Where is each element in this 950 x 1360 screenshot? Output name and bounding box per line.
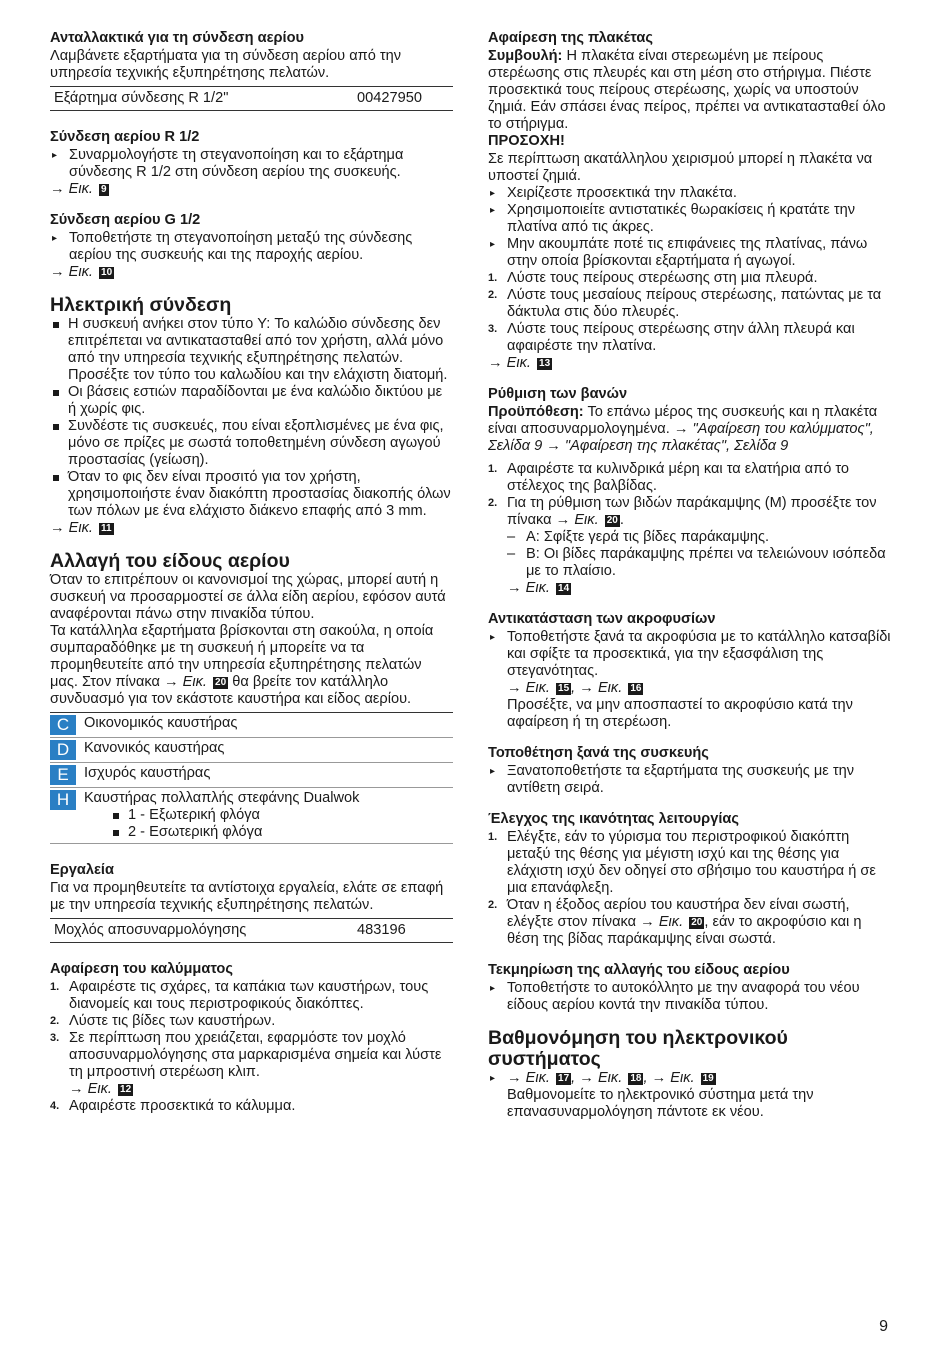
r12-heading: Σύνδεση αερίου R 1/2	[50, 129, 200, 145]
list-item: ▸ Τοποθετήστε ξανά τα ακροφύσια με το κατάλληλο κατσαβίδι και σφίξτε τα προσεκτικά, για την εξασφάλιση της στεγανότητας. → Εικ. 15 , → Εικ. 16 Προσέξτε, να μην αποσπαστεί το ακροφύσιο κατά την αφαίρεση ή τη στερέωση.	[488, 629, 893, 731]
list-item	[488, 1070, 893, 1121]
arrow-right-icon: →	[507, 580, 522, 596]
arrow-right-icon: →	[50, 181, 65, 197]
list-item: 1 - Εξωτερική φλόγα	[110, 807, 453, 824]
list-item: 2. Για τη ρύθμιση των βιδών παράκαμψης (M) προσέξτε τον πίνακα → Εικ. 20 .	[488, 495, 877, 528]
list-item: ▸ Τοποθετήστε το αυτοκόλλητο με την αναφορά του νέου είδους αερίου κοντά την πινακίδα τύπου.	[488, 980, 893, 1014]
spare-parts-text: Λαμβάνετε εξαρτήματα για τη σύνδεση αερίου από την υπηρεσία τεχνικής εξυπηρέτησης πελατών.	[50, 48, 402, 81]
part-name: Εξάρτημα σύνδεσης R 1/2"	[50, 87, 353, 111]
nozzles-heading: Αντικατάσταση των ακροφυσίων	[488, 611, 716, 627]
figure-reference: → Εικ. 10	[50, 264, 113, 280]
figure-reference: → Εικ. 12	[69, 1081, 132, 1097]
arrow-right-icon: →	[507, 680, 522, 696]
doc-heading: Τεκμηρίωση της αλλαγής του είδους αερίου	[488, 962, 790, 978]
check-steps	[488, 829, 893, 948]
plate-steps	[488, 270, 893, 355]
plate-bullets	[488, 185, 893, 270]
burner-name: Ισχυρός καυστήρας	[84, 763, 453, 788]
figure-reference: → Εικ. 13	[488, 355, 551, 371]
list-item: ▸ Συναρμολογήστε τη στεγανοποίηση και το εξάρτημα σύνδεσης R 1/2 στη σύνδεση αερίου της συσκευής.	[50, 147, 453, 181]
list-item: ▸ Χρησιμοποιείτε αντιστατικές θωρακίσεις ή κρατάτε την πλατίνα από τις άκρες.	[488, 202, 893, 236]
arrow-right-icon: →	[488, 355, 503, 371]
calibration-text: Βαθμονομείτε το ηλεκτρονικό σύστημα μετά την επανασυναρμολόγηση πάντοτε εκ νέου.	[507, 1087, 814, 1120]
list-item: 1. Ελέγξτε, εάν το γύρισμα του περιστροφικού διακόπτη μεταξύ της θέσης για μέγιστη ισχύ και της θέσης για ελάχιστη ισχύ δεν οδηγεί στο σβήσιμο του καυστήρα ή σε μια επανάφλεξη.	[488, 829, 876, 896]
right-column	[488, 30, 893, 1121]
list-item: Οι βάσεις εστιών παραδίδονται με ένα καλώδιο δικτύου με ή χωρίς φις.	[50, 384, 453, 418]
refit-heading: Τοποθέτηση ξανά της συσκευής	[488, 745, 709, 761]
list-item: 2 - Εσωτερική φλόγα	[110, 824, 453, 841]
flame-list	[84, 807, 453, 841]
g12-heading: Σύνδεση αερίου G 1/2	[50, 212, 201, 228]
list-item: 4. Αφαιρέστε προσεκτικά το κάλυμμα.	[50, 1098, 296, 1114]
burner-letter: E	[50, 765, 76, 785]
arrow-right-icon: →	[507, 1070, 522, 1086]
table-row	[50, 87, 453, 111]
arrow-right-icon: →	[579, 1070, 594, 1086]
part-number: 00427950	[353, 87, 453, 111]
burner-name: Κανονικός καυστήρας	[84, 738, 453, 763]
list-item: ▸ Χειρίζεστε προσεκτικά την πλακέτα.	[488, 185, 893, 202]
tool-name: Μοχλός αποσυναρμολόγησης	[50, 919, 353, 943]
caution-heading: ΠΡΟΣΟΧΗ!	[488, 133, 565, 149]
cover-heading: Αφαίρεση του καλύμματος	[50, 961, 233, 977]
tool-number: 483196	[353, 919, 453, 943]
arrow-right-icon: →	[555, 512, 571, 528]
list-item: 2. Λύστε τις βίδες των καυστήρων.	[50, 1013, 276, 1029]
burner-letter: D	[50, 740, 76, 760]
list-item: 1. Αφαιρέστε τα κυλινδρικά μέρη και τα ελατήρια από το στέλεχος της βαλβίδας.	[488, 461, 850, 494]
arrow-right-icon: →	[546, 438, 561, 454]
arrow-right-icon: →	[50, 264, 65, 280]
plate-tip: Συμβουλή: Η πλακέτα είναι στερεωμένη με πείρους στερέωσης στις πλευρές και στη μέση στο στήριγμα. Πιέστε προσεκτικά τους πείρους στερέωσης, χωρίς να υποστούν ζημιά. Εάν σπάσει ένας πείρος, πρέπει να αντικατασταθεί όλο το στήριγμα.	[488, 48, 886, 132]
figure-reference: ▸ → Εικ. 17 , → Εικ. 18 , → Εικ. 19	[507, 1070, 714, 1086]
list-item: – A: Σφίξτε γερά τις βίδες παράκαμψης.	[488, 529, 893, 546]
table-row	[50, 713, 453, 738]
spare-part-table	[50, 86, 453, 111]
tools-heading: Εργαλεία	[50, 862, 114, 878]
list-item: 1. Αφαιρέστε τις σχάρες, τα καπάκια των καυστήρων, τους διανομείς και τους περιστροφικούς διακόπτες.	[50, 979, 429, 1012]
arrow-right-icon: →	[640, 914, 655, 930]
list-item: 2. Όταν η έξοδος αερίου του καυστήρα δεν είναι σωστή, ελέγξτε στον πίνακα → Εικ. 20 , εάν το ακροφύσιο και η θέση της βίδας παράκαμψης είναι σωστά.	[488, 897, 862, 947]
cover-steps	[50, 979, 453, 1115]
arrow-right-icon: →	[69, 1081, 84, 1097]
gas-type-p1: Όταν το επιτρέπουν οι κανονισμοί της χώρας, μπορεί αυτή η συσκευή να προσαρμοστεί σε άλλα είδη αερίου, εφόσον αυτά αναφέρονται πάνω στην πινακίδα τύπου.	[50, 572, 446, 622]
figure-reference: → Εικ. 9	[50, 181, 107, 197]
list-item: – B: Οι βίδες παράκαμψης πρέπει να τελειώνουν ισόπεδα με το πλαίσιο.	[488, 546, 893, 580]
valves-sub-steps	[488, 529, 893, 580]
plate-heading: Αφαίρεση της πλακέτας	[488, 30, 653, 46]
list-item: 2. Λύστε τους μεσαίους πείρους στερέωσης, πατώντας με τα δάκτυλα στις δύο πλευρές.	[488, 287, 882, 320]
list-item: 1. Λύστε τους πείρους στερέωσης στη μια πλευρά.	[488, 270, 818, 286]
list-item: 3. Σε περίπτωση που χρειάζεται, εφαρμόστε τον μοχλό αποσυναρμολόγησης στα μαρκαρισμένα σημεία και λύστε τη μπροστινή στερέωση κλιπ. → Εικ. 12	[50, 1030, 453, 1098]
burner-letter: H	[50, 790, 76, 810]
valves-precondition: Προϋπόθεση: Το επάνω μέρος της συσκευής και η πλακέτα είναι αποσυναρμολογημένα. → "Αφαίρεση του καλύμματος", Σελίδα 9 → "Αφαίρεση της πλακέτας", Σελίδα 9	[488, 404, 878, 454]
nozzles-note: Προσέξτε, να μην αποσπαστεί το ακροφύσιο κατά την αφαίρεση ή τη στερέωση.	[507, 697, 853, 730]
gas-type-heading: Αλλαγή του είδους αερίου	[50, 550, 290, 572]
calibration-steps	[488, 1070, 893, 1121]
tool-table	[50, 918, 453, 943]
left-column	[50, 30, 453, 1115]
calibration-heading: Βαθμονόμηση του ηλεκτρονικού συστήματος	[488, 1027, 788, 1070]
burner-name: Καυστήρας πολλαπλής στεφάνης Dualwok	[84, 790, 360, 806]
arrow-right-icon: →	[673, 421, 689, 437]
tools-text: Για να προμηθευτείτε τα αντίστοιχα εργαλεία, ελάτε σε επαφή με την υπηρεσία τεχνικής εξυπηρέτησης πελατών.	[50, 880, 444, 913]
list-item: ▸ Τοποθετήστε τη στεγανοποίηση μεταξύ της σύνδεσης αερίου της συσκευής και της παροχής αερίου.	[50, 230, 453, 264]
valves-heading: Ρύθμιση των βανών	[488, 386, 628, 402]
caution-text: Σε περίπτωση ακατάλληλου χειρισμού μπορεί η πλακέτα να υποστεί ζημιά.	[488, 151, 873, 184]
valves-steps	[488, 461, 893, 529]
list-item: Συνδέστε τις συσκευές, που είναι εξοπλισμένες με ένα φις, μόνο σε πρίζες με σωστά τοποθετημένη σύνδεση αγωγού προστασίας (γείωση).	[50, 418, 453, 469]
list-item: ▸ Μην ακουμπάτε ποτέ τις επιφάνειες της πλατίνας, πάνω στην οποία βρίσκονται εξαρτήματα ή αγωγοί.	[488, 236, 893, 270]
burner-letter: C	[50, 715, 76, 735]
table-row	[50, 788, 453, 844]
arrow-right-icon: →	[50, 520, 65, 536]
nozzles-steps	[488, 629, 893, 731]
arrow-right-icon: →	[651, 1070, 667, 1086]
list-item: Όταν το φις δεν είναι προσιτό για τον χρήστη, χρησιμοποιήστε έναν διακόπτη προστασίας διακοπής όλων των πόλων με ένα ελάχιστο διάκενο επαφής από 3 mm.	[50, 469, 453, 520]
arrow-right-icon: →	[164, 674, 179, 690]
check-heading: Έλεγχος της ικανότητας λειτουργίας	[488, 811, 739, 827]
burner-table	[50, 712, 453, 844]
list-item: Η συσκευή ανήκει στον τύπο Y: Το καλώδιο σύνδεσης δεν επιτρέπεται να αντικατασταθεί από τον χρήστη, αλλά μόνο από την υπηρεσία τεχνικής εξυπηρέτησης πελατών. Προσέξτε τον τύπο του καλωδίου και την ελάχιστη διατομή.	[50, 316, 453, 384]
electric-heading: Ηλεκτρική σύνδεση	[50, 294, 232, 316]
spare-parts-heading: Ανταλλακτικά για τη σύνδεση αερίου	[50, 30, 304, 46]
arrow-right-icon: →	[579, 680, 594, 696]
figure-reference: → Εικ. 14	[507, 580, 570, 596]
list-item: ▸ Ξανατοποθετήστε τα εξαρτήματα της συσκευής με την αντίθετη σειρά.	[488, 763, 893, 797]
table-row	[50, 738, 453, 763]
figure-reference: → Εικ. 11	[50, 520, 112, 536]
table-row	[50, 763, 453, 788]
list-item: 3. Λύστε τους πείρους στερέωσης στην άλλη πλευρά και αφαιρέστε την πλατίνα.	[488, 321, 855, 354]
gas-type-p2: Τα κατάλληλα εξαρτήματα βρίσκονται στη σακούλα, η οποία συμπαραδόθηκε με τη συσκευή ή μπορείτε να τα προμηθευτείτε από την υπηρεσία εξυπηρέτησης πελατών μας. Στον πίνακα → Εικ. 20 θα βρείτε τον κατάλληλο συνδυασμό για τον εκάστοτε καυστήρα και είδος αερίου.	[50, 623, 434, 707]
table-row	[50, 919, 453, 943]
figure-reference: → Εικ. 15 , → Εικ. 16	[507, 680, 642, 696]
electric-list	[50, 316, 453, 520]
page-number: 9	[879, 1318, 888, 1335]
burner-name: Οικονομικός καυστήρας	[84, 713, 453, 738]
